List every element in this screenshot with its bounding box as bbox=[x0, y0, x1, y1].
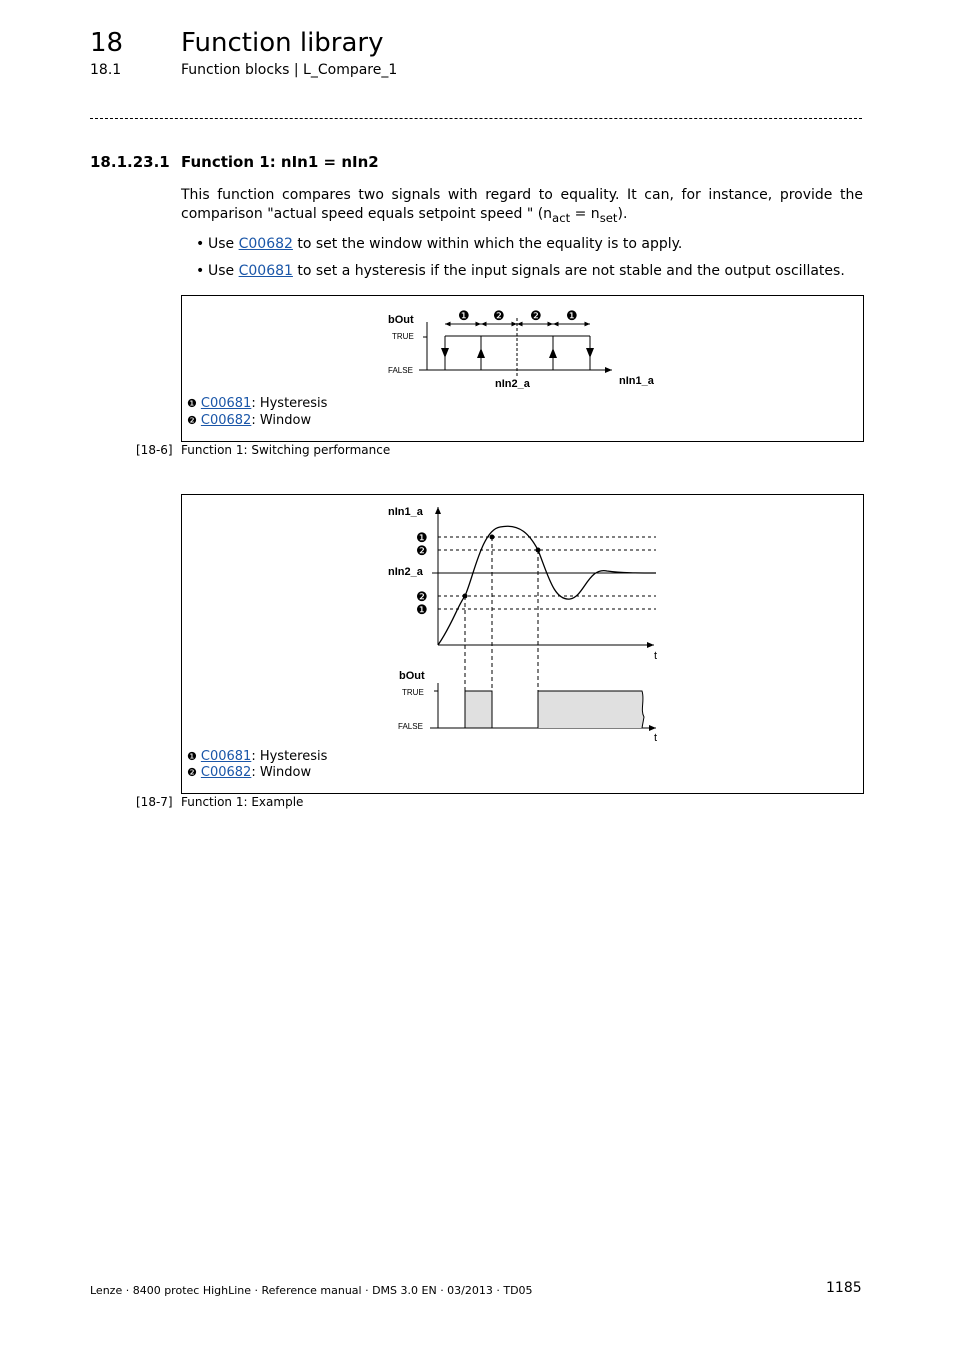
link-c00681[interactable]: C00681 bbox=[238, 263, 293, 279]
nin1-label: nIn1_a bbox=[388, 506, 423, 518]
page-number: 1185 bbox=[826, 1280, 862, 1296]
intro-paragraph bbox=[181, 186, 863, 228]
marker-1: ❶ bbox=[416, 602, 428, 617]
chapter-title: Function library bbox=[181, 28, 384, 58]
section-number: 18.1 bbox=[90, 62, 122, 78]
arrow-down bbox=[586, 348, 594, 358]
bullet-dot: • bbox=[196, 263, 205, 279]
caption-number: [18-6] bbox=[136, 443, 173, 457]
marker-2: ❷ bbox=[530, 308, 542, 323]
legend-item: ❶ C00681: Hysteresis bbox=[187, 749, 328, 764]
arrow-up bbox=[477, 348, 485, 358]
nin1-label: nIn1_a bbox=[619, 375, 654, 387]
legend-item: ❷ C00682: Window bbox=[187, 765, 312, 780]
intro-text-end: ). bbox=[617, 206, 628, 222]
link-c00681[interactable]: C00681 bbox=[200, 396, 252, 411]
link-c00682[interactable]: C00682 bbox=[200, 413, 252, 428]
marker-1: ❶ bbox=[458, 308, 470, 323]
false-label: FALSE bbox=[388, 366, 413, 375]
header-divider bbox=[90, 118, 862, 119]
marker-2: ❷ bbox=[416, 543, 428, 558]
figure-example bbox=[181, 494, 864, 794]
marker-2: ❷ bbox=[493, 308, 505, 323]
subsection-number: 18.1.23.1 bbox=[90, 153, 170, 171]
true-label: TRUE bbox=[392, 332, 414, 341]
marker-2: ❷ bbox=[416, 589, 428, 604]
link-c00682[interactable]: C00682 bbox=[238, 236, 293, 252]
false-label: FALSE bbox=[398, 722, 423, 731]
marker-1: ❶ bbox=[566, 308, 578, 323]
chapter-number: 18 bbox=[90, 28, 124, 58]
bout-label: bOut bbox=[388, 314, 414, 326]
t-label: t bbox=[654, 650, 658, 662]
true-pulse bbox=[538, 691, 644, 728]
subscript-set: set bbox=[599, 210, 618, 225]
caption-number: [18-7] bbox=[136, 795, 173, 809]
link-c00681[interactable]: C00681 bbox=[200, 749, 252, 764]
arrow-down bbox=[441, 348, 449, 358]
caption-text: Function 1: Example bbox=[181, 795, 304, 809]
bout-label: bOut bbox=[399, 670, 425, 682]
nin2-label: nIn2_a bbox=[495, 378, 530, 390]
marker-1: ❶ bbox=[416, 530, 428, 545]
subscript-act: act bbox=[552, 210, 571, 225]
footer-text: Lenze · 8400 protec HighLine · Reference manual · DMS 3.0 EN · 03/2013 · TD05 bbox=[90, 1284, 533, 1297]
link-c00682[interactable]: C00682 bbox=[200, 765, 252, 780]
subsection-title: Function 1: nIn1 = nIn2 bbox=[181, 153, 379, 171]
response-curve bbox=[438, 526, 656, 645]
arrow-up bbox=[549, 348, 557, 358]
caption-text: Function 1: Switching performance bbox=[181, 443, 391, 457]
true-pulse bbox=[465, 691, 492, 728]
intro-text: This function compares two signals with regard to equality. It can, for instance, provide the comparison "actual speed equals setpoint speed " (n bbox=[181, 187, 863, 222]
true-label: TRUE bbox=[402, 688, 424, 697]
t-label: t bbox=[654, 732, 658, 744]
nin2-label: nIn2_a bbox=[388, 566, 423, 578]
intro-text-middle: = n bbox=[570, 206, 600, 222]
bullet-dot: • bbox=[196, 236, 205, 252]
legend-item: ❷ C00682: Window bbox=[187, 413, 312, 428]
section-title: Function blocks | L_Compare_1 bbox=[181, 62, 398, 78]
legend-item: ❶ C00681: Hysteresis bbox=[187, 396, 328, 411]
figure-switching-performance bbox=[181, 295, 864, 442]
